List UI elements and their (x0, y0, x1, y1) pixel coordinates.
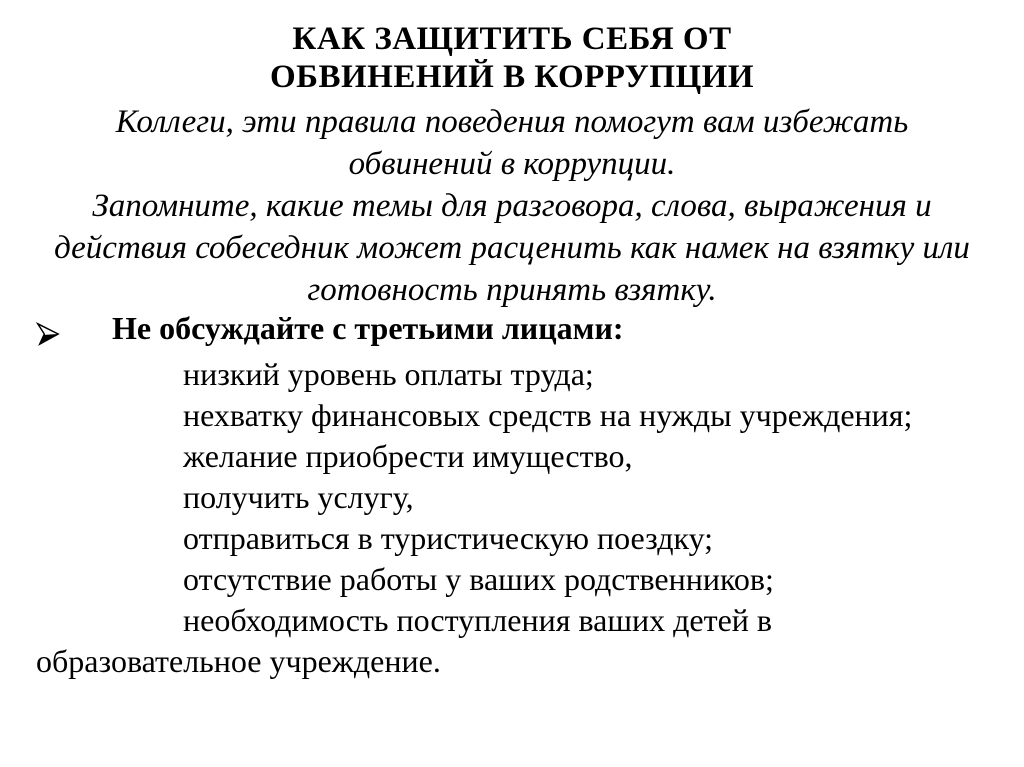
intro-line-3: Запомните, какие темы для разговора, слова, выражения и (92, 188, 932, 224)
list-item: низкий уровень оплаты труда; (183, 356, 594, 392)
list-item: отправиться в туристическую поездку; (183, 520, 714, 556)
list-item-continuation: образовательное учреждение. (36, 643, 441, 679)
list-item: отсутствие работы у ваших родственников; (183, 561, 774, 597)
intro-line-2: обвинений в коррупции. (348, 146, 676, 182)
list-heading (0, 308, 1004, 349)
bullet-list (0, 308, 1004, 682)
intro-paragraph (0, 101, 1024, 311)
list-item: желание приобрести имущество, (183, 438, 633, 474)
list-heading-label: Не обсуждайте с третьими лицами: (112, 310, 624, 346)
slide-title (0, 20, 1024, 96)
list-item: нехватку финансовых средств на нужды учреждения; (183, 397, 913, 433)
slide-title-line-1: КАК ЗАЩИТИТЬ СЕБЯ ОТ (292, 21, 732, 57)
slide-title-line-2: ОБВИНЕНИЙ В КОРРУПЦИИ (269, 59, 755, 95)
list-item: необходимость поступления ваших детей в (183, 602, 772, 638)
intro-line-5: готовность принять взятку. (307, 272, 717, 308)
list-item: получить услугу, (183, 479, 414, 515)
arrowhead-3d-icon (36, 315, 60, 339)
intro-line-4: действия собеседник может расценить как намек на взятку или (54, 230, 970, 266)
intro-line-1: Коллеги, эти правила поведения помогут вам избежать (115, 104, 909, 140)
